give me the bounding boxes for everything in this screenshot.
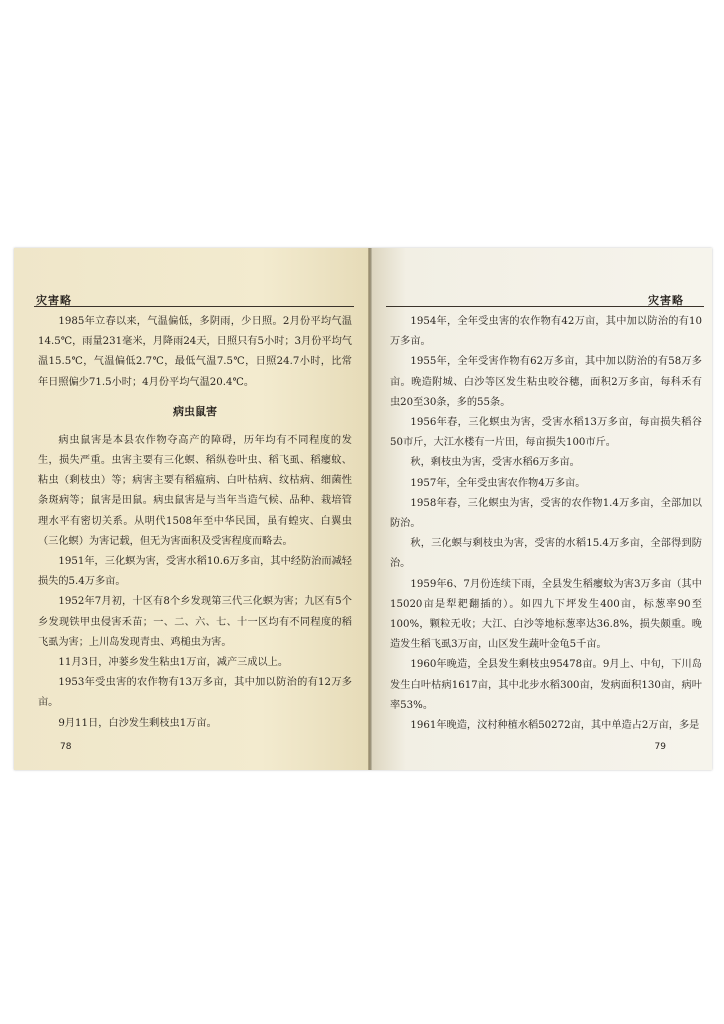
paragraph: 1954年，全年受虫害的农作物有42万亩，其中加以防治的有10万多亩。 [390,316,702,348]
book-spread [14,248,712,770]
running-head: 灾害略 [648,294,684,307]
header-rule [34,306,354,307]
paragraph: 1957年，全年受虫害农作物4万多亩。 [410,477,586,489]
paragraph: 1960年晚造，全县发生剩枝虫95478亩。9月上、中旬，下川岛发生白叶枯病1617亩，其中北步水稻300亩，发病面积130亩，病叶率53%。 [390,659,702,711]
paragraph: 秋，三化螟与剩枝虫为害，受害的水稻15.4万多亩，全部得到防治。 [390,538,702,570]
left-body-text [38,312,352,734]
paragraph: 1985年立春以来，气温偏低，多阴雨，少日照。2月份平均气温14.5℃，雨量231毫米，月降雨24天，日照只有5小时；3月份平均气温15.5℃，气温偏低2.7℃，最低气温7.5℃，日照24.7小时，比常年日照偏少71.5小时；4月份平均气温20.4℃。 [38,316,352,388]
paragraph: 1951年，三化螟为害，受害水稻10.6万多亩，其中经防治而减轻损失的5.4万多亩。 [38,556,352,588]
paragraph: 病虫鼠害是本县农作物夺高产的障碍，历年均有不同程度的发生，损失严重。虫害主要有三化螟、稻纵卷叶虫、稻飞虱、稻瘿蚊、粘虫（剩枝虫）等；病害主要有稻瘟病、白叶枯病、纹枯病、细菌性条斑病等；鼠害是田鼠。病虫鼠害是与当年当造气候、品种、栽培管理水平有密切关系。从明代1508年至中华民国，虽有蝗灾、白翼虫（三化螟）为害记载，但无为害面积及受害程度而略去。 [38,434,352,547]
paragraph: 1953年受虫害的农作物有13万多亩，其中加以防治的有12万多亩。 [38,677,352,709]
right-body-text [390,312,702,736]
left-page [14,248,368,770]
header-rule [386,306,704,307]
paragraph: 9月11日，白沙发生剩枝虫1万亩。 [58,717,217,729]
running-head: 灾害略 [36,294,72,307]
paragraph: 秋，剩枝虫为害，受害水稻6万多亩。 [410,457,580,469]
page-number: 78 [60,742,72,752]
paragraph: 1956年春，三化螟虫为害，受害水稻13万多亩，每亩损失稻谷50市斤，大江水楼有一片田，每亩损失100市斤。 [390,417,702,449]
right-page [372,248,712,770]
paragraph: 1961年晚造，汶村种植水稻50272亩，其中单造占2万亩，多是 [410,720,700,732]
section-title: 病虫鼠害 [173,404,217,418]
paragraph: 1952年7月初，十区有8个乡发现第三代三化螟为害；九区有5个乡发现铁甲虫侵害禾苗；一、二、六、七、十一区均有不同程度的稻飞虱为害；上川岛发现青虫、鸡槌虫为害。 [38,596,352,648]
paragraph: 1955年，全年受害作物有62万多亩，其中加以防治的有58万多亩。晚造附城、白沙等区发生粘虫咬谷穗，面积2万多亩，每科禾有虫20至30条，多的55条。 [390,356,702,408]
page-number: 79 [654,742,666,752]
paragraph: 1959年6、7月份连续下雨，全县发生稻瘿蚊为害3万多亩（其中15020亩是犁耙翻插的）。如四九下坪发生400亩，标葱率90至100%，颗粒无收；大江、白沙等地标葱率达36.8%，损失颇重。晚造发生稻飞虱3万亩，山区发生蔬叶金龟5千亩。 [390,578,702,651]
paragraph: 1958年春，三化螟虫为害，受害的农作物1.4万多亩，全部加以防治。 [390,497,702,530]
paragraph: 11月3日，冲蒌乡发生粘虫1万亩，减产三成以上。 [58,657,289,669]
